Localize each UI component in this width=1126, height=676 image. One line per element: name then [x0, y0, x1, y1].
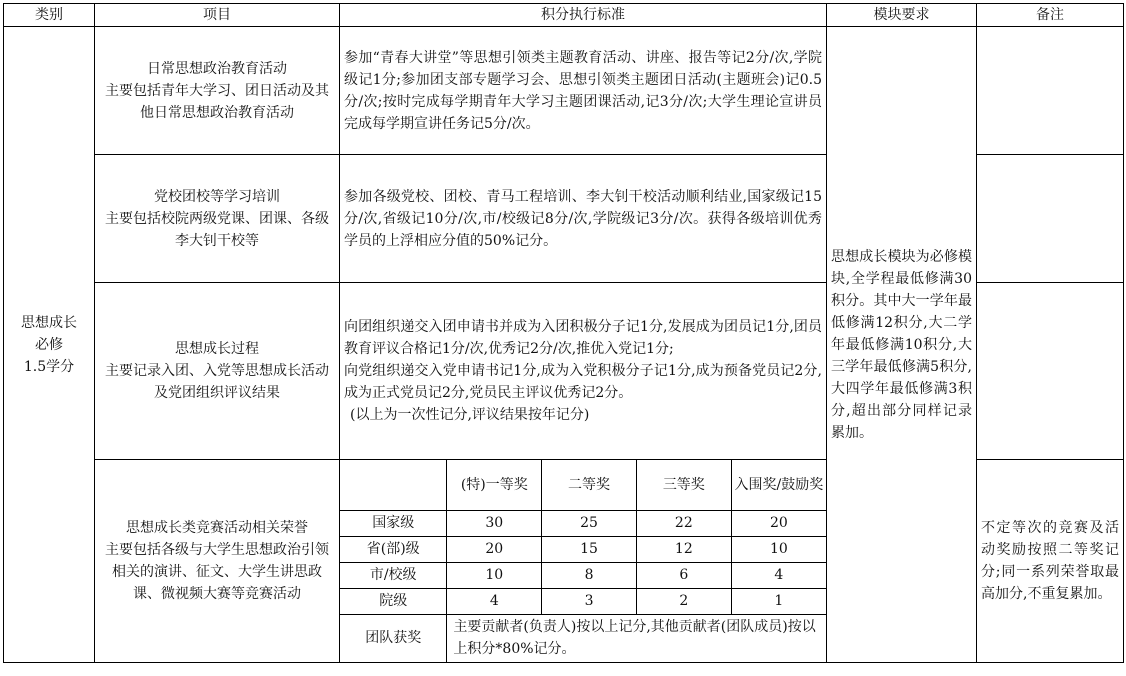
project-cell: 思想成长过程 主要记录入团、入党等思想成长活动及党团组织评议结果 — [95, 283, 340, 460]
award-score: 1 — [731, 588, 826, 614]
award-row — [340, 588, 826, 614]
standard-cell: 参加各级党校、团校、青马工程培训、李大钊干校活动顺利结业,国家级记15分/次,省级记10分/次,市/校级记8分/次,学院级记3分/次。获得各级培训优秀学员的上浮相应分值的50%记分。 — [340, 155, 827, 283]
header-standard: 积分执行标准 — [340, 4, 827, 27]
award-score: 20 — [447, 536, 542, 562]
award-score: 6 — [636, 562, 731, 588]
award-table-cell — [340, 460, 827, 663]
team-award-rule: 主要贡献者(负责人)按以上记分,其他贡献者(团队成员)按以上积分*80%记分。 — [447, 614, 826, 662]
award-column-header: (特)一等奖 — [447, 460, 542, 510]
note-cell — [977, 27, 1124, 155]
header-requirement: 模块要求 — [827, 4, 977, 27]
award-score: 15 — [542, 536, 637, 562]
award-column-header: 入围奖/鼓励奖 — [731, 460, 826, 510]
award-column-header: 三等奖 — [636, 460, 731, 510]
award-corner-cell — [340, 460, 447, 510]
award-score: 22 — [636, 510, 731, 536]
award-level: 市/校级 — [340, 562, 447, 588]
standard-text: 向团组织递交入团申请书并成为入团积极分子记1分,发展成为团员记1分,团员教育评议合格记1分/次,优秀记2分/次,推优入党记1分; 向党组织递交入党申请书记1分,成为入党积极分子记1分,成为预备党员记2分,成为正式党员记2分,党员民主评议优秀记2分。 — [344, 319, 822, 401]
award-team-row — [340, 614, 826, 662]
award-score: 10 — [731, 536, 826, 562]
award-score: 25 — [542, 510, 637, 536]
award-score: 12 — [636, 536, 731, 562]
award-score: 20 — [731, 510, 826, 536]
award-level: 国家级 — [340, 510, 447, 536]
award-column-header: 二等奖 — [542, 460, 637, 510]
module-requirement-cell: 思想成长模块为必修模块,全学程最低修满30积分。其中大一学年最低修满12积分,大二学年最低修满10积分,大三学年最低修满5积分,大四学年最低修满3积分,超出部分同样记录累加。 — [827, 27, 977, 663]
table-row — [4, 27, 1124, 155]
header-category: 类别 — [4, 4, 95, 27]
award-row — [340, 536, 826, 562]
header-project: 项目 — [95, 4, 340, 27]
award-score: 4 — [447, 588, 542, 614]
award-score: 30 — [447, 510, 542, 536]
project-cell: 日常思想政治教育活动 主要包括青年大学习、团日活动及其他日常思想政治教育活动 — [95, 27, 340, 155]
header-note: 备注 — [977, 4, 1124, 27]
team-award-label: 团队获奖 — [340, 614, 447, 662]
award-row — [340, 562, 826, 588]
standard-cell — [340, 283, 827, 460]
award-score: 2 — [636, 588, 731, 614]
award-level: 省(部)级 — [340, 536, 447, 562]
award-table — [340, 460, 826, 662]
category-cell: 思想成长 必修 1.5学分 — [4, 27, 95, 663]
award-score: 4 — [731, 562, 826, 588]
note-cell — [977, 283, 1124, 460]
project-cell: 思想成长类竞赛活动相关荣誉 主要包括各级与大学生思想政治引领相关的演讲、征文、大学生讲思政课、微视频大赛等竞赛活动 — [95, 460, 340, 663]
standard-cell: 参加“青春大讲堂”等思想引领类主题教育活动、讲座、报告等记2分/次,学院级记1分;参加团支部专题学习会、思想引领类主题团日活动(主题班会)记0.5分/次;按时完成每学期青年大学习主题团课活动,记3分/次;大学生理论宣讲员完成每学期宣讲任务记5分/次。 — [340, 27, 827, 155]
standard-note: (以上为一次性记分,评议结果按年记分) — [350, 407, 590, 423]
credit-table — [3, 3, 1124, 663]
note-cell: 不定等次的竞赛及活动奖励按照二等奖记分;同一系列荣誉取最高加分,不重复累加。 — [977, 460, 1124, 663]
award-score: 10 — [447, 562, 542, 588]
project-cell: 党校团校等学习培训 主要包括校院两级党课、团课、各级李大钊干校等 — [95, 155, 340, 283]
note-cell — [977, 155, 1124, 283]
award-level: 院级 — [340, 588, 447, 614]
award-score: 8 — [542, 562, 637, 588]
header-row — [4, 4, 1124, 27]
award-header-row — [340, 460, 826, 510]
award-score: 3 — [542, 588, 637, 614]
award-row — [340, 510, 826, 536]
